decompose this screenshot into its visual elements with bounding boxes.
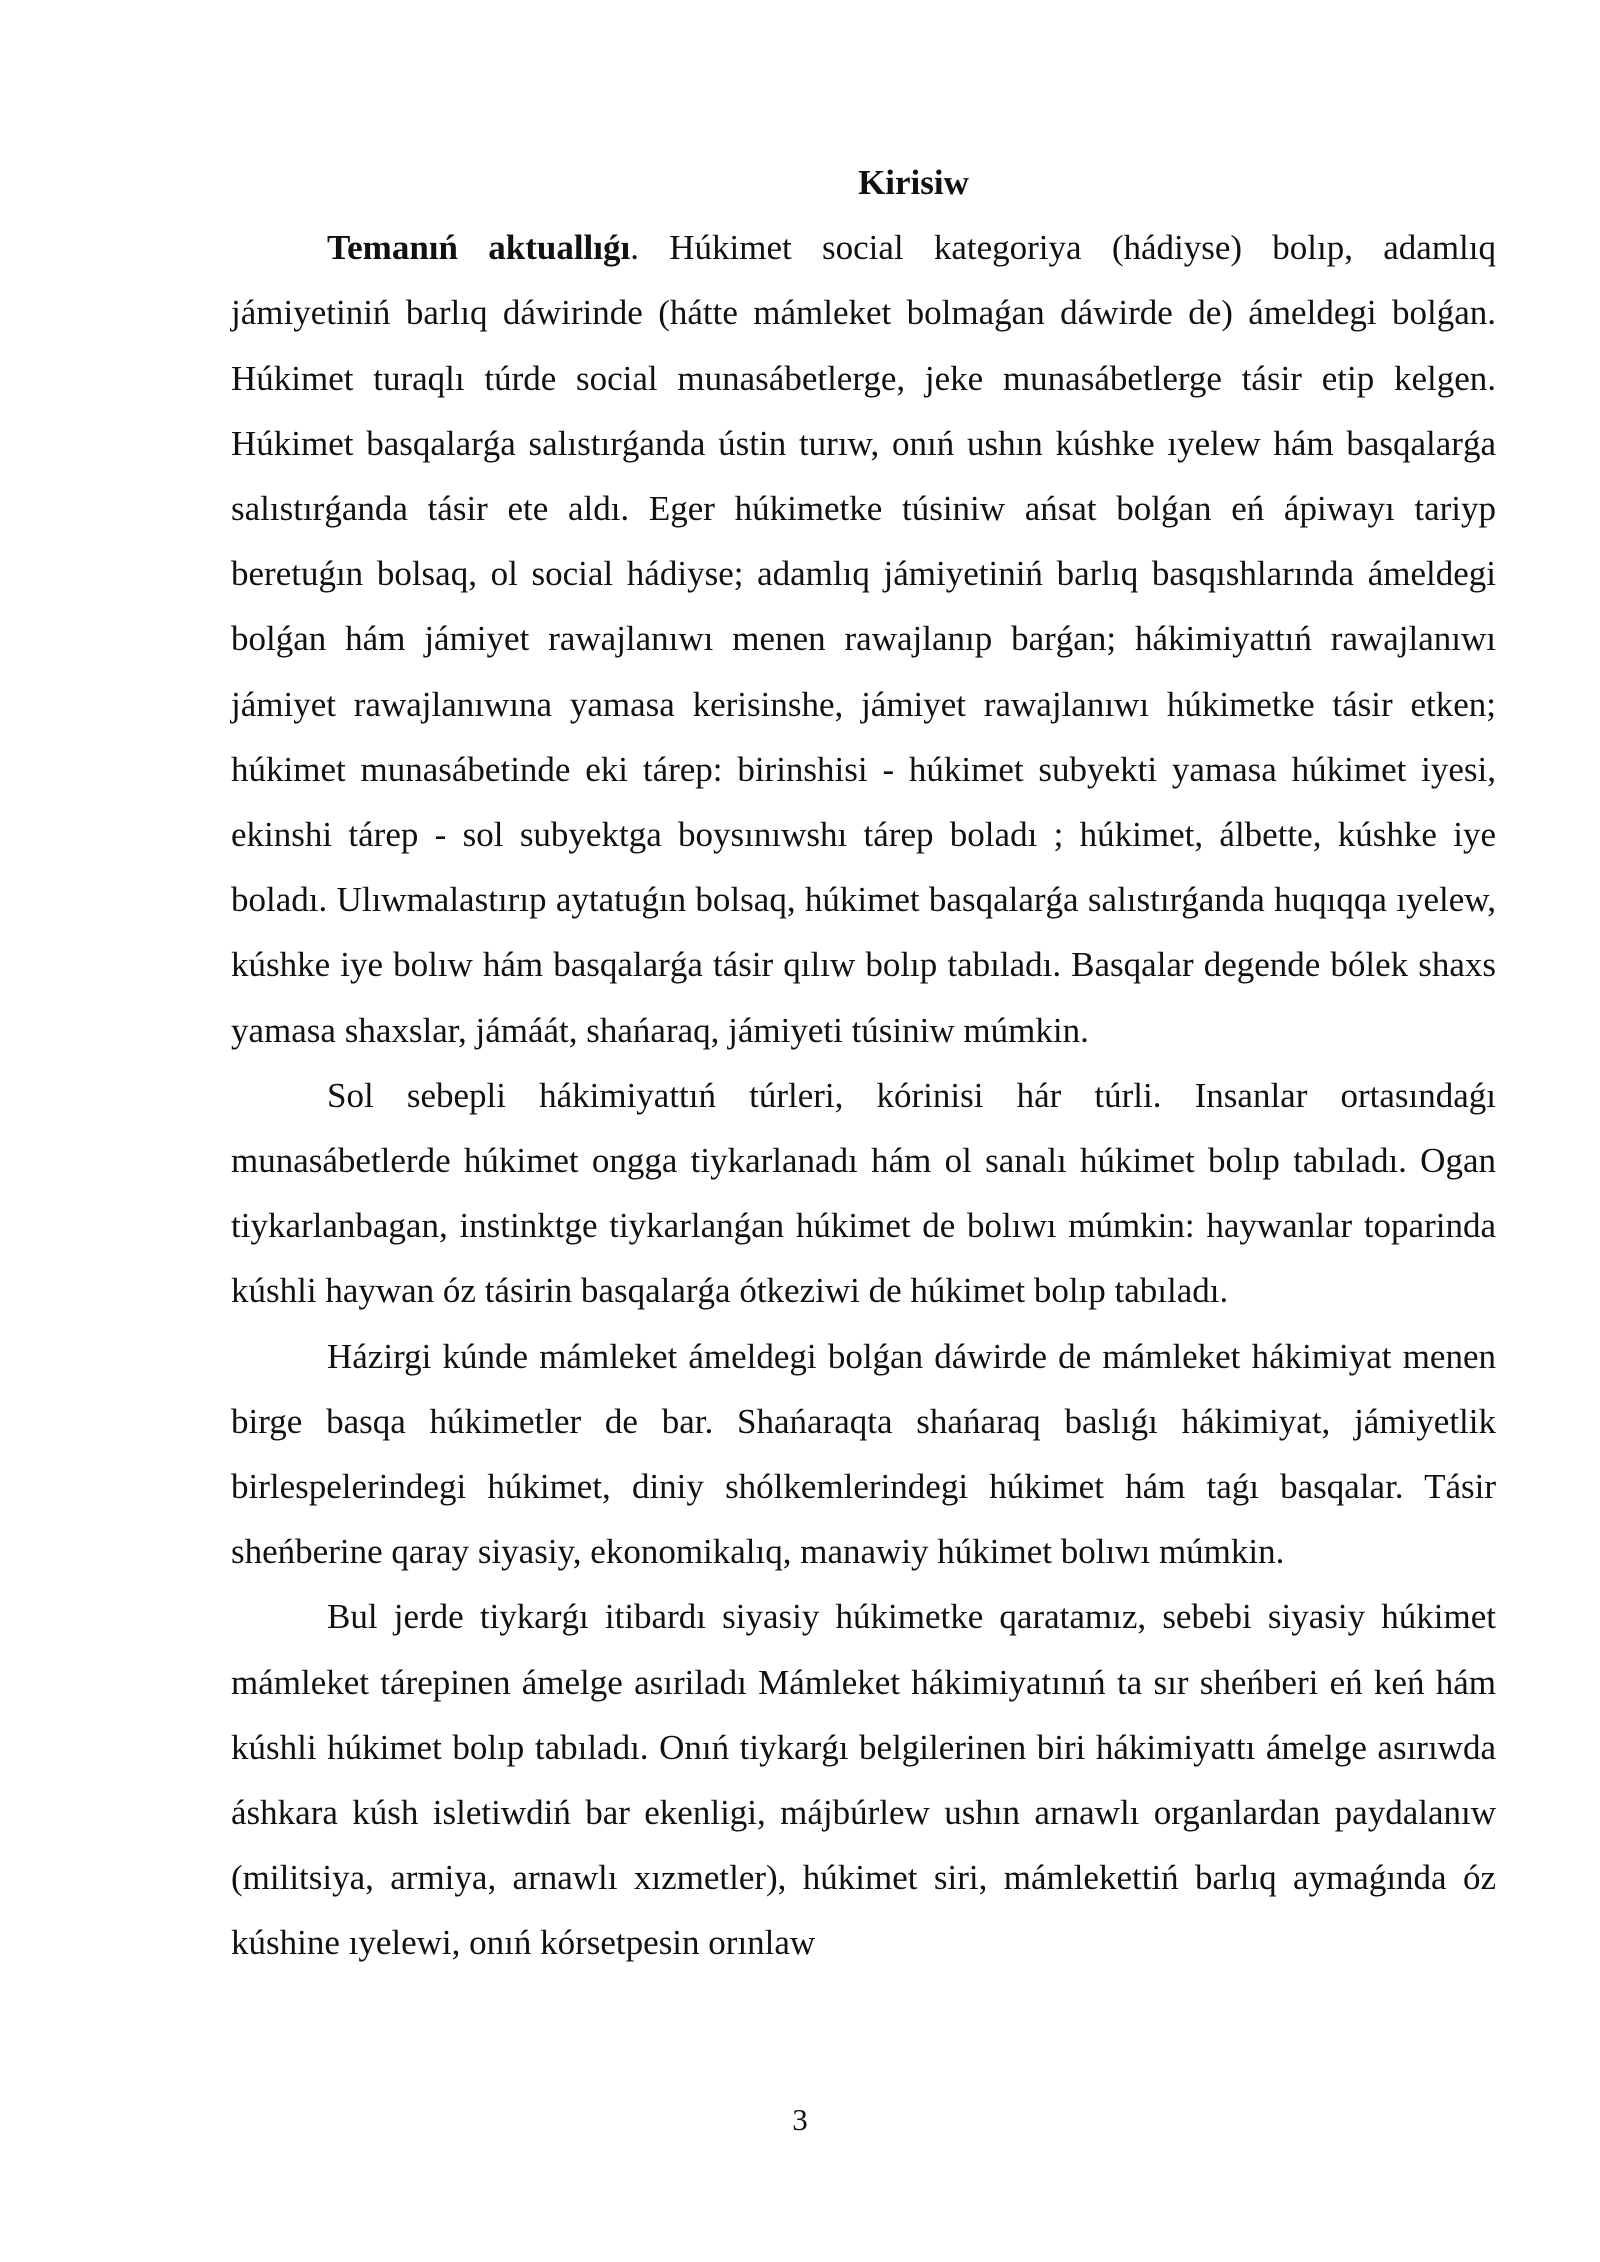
paragraph-actuality — [231, 215, 1496, 1063]
paragraph-modern-power: Házirgi kúnde mámleket ámeldegi bolǵan dáwirde de mámleket hákimiyat menen birge basqa húkimetler de bar. Shańaraqta shańaraq baslıǵı hákimiyat, jámiyetlik birlespelerindegi húkimet, diniy shólkemlerindegi húkimet hám taǵı basqalar. Tásir sheńberine qaray siyasiy, ekonomikalıq, manawiy húkimet bolıwı múmkin. — [231, 1336, 1496, 1572]
page-number: 3 — [792, 2102, 808, 2137]
paragraph-power-types: Sol sebepli hákimiyattıń túrleri, kórinisi hár túrli. Insanlar ortasındaǵı munasábetlerde húkimet ongga tiykarlanadı hám ol sanalı húkimet bolıp tabıladı. Ogan tiykarlanbagan, instinktge tiykarlanǵan húkimet de bolıwı múmkin: haywanlar toparinda kúshli haywan óz tásirin basqalarǵa ótkeziwi de húkimet bolıp tabıladı. — [231, 1075, 1496, 1311]
page-content — [231, 150, 1496, 1976]
page-title: Kirisiw — [858, 163, 969, 202]
paragraph-lead: Temanıń aktuallıǵı — [327, 228, 631, 268]
paragraph-text: . Húkimet social kategoriya (hádiyse) bolıp, adamlıq jámiyetiniń barlıq dáwirinde (hátte mámleket bolmaǵan dáwirde de) ámeldegi bolǵan. Húkimet turaqlı túrde social munasábetlerge, jeke munasábetlerge tásir etip kelgen. Húkimet basqalarǵa salıstırǵanda ústin turıw, onıń ushın kúshke ıyelew hám basqalarǵa salıstırǵanda tásir ete aldı. Eger húkimetke túsiniw ańsat bolǵan eń ápiwayı tariyp beretuǵın bolsaq, ol social hádiyse; adamlıq jámiyetiniń barlıq basqıshlarında ámeldegi bolǵan hám jámiyet rawajlanıwı menen rawajlanıp barǵan; hákimiyattıń rawajlanıwı jámiyet rawajlanıwına yamasa kerisinshe, jámiyet rawajlanıwı húkimetke tásir etken; húkimet munasábetinde eki tárep: birinshisi - húkimet subyekti yamasa húkimet iyesi, ekinshi tárep - sol subyektga boysınıwshı tárep boladı ; húkimet, álbette, kúshke iye boladı. Ulıwmalastırıp aytatuǵın bolsaq, húkimet basqalarǵa salıstırǵanda huqıqqa ıyelew, kúshke iye bolıw hám basqalarǵa tásir qılıw bolıp tabıladı. Basqalar degende bólek shaxs yamasa shaxslar, jámáát, shańaraq, jámiyeti túsiniw múmkin. — [231, 228, 1496, 1050]
paragraph-political-power: Bul jerde tiykarǵı itibardı siyasiy húkimetke qaratamız, sebebi siyasiy húkimet mámleket tárepinen ámelge asıriladı Mámleket hákimiyatınıń ta sır sheńberi eń keń hám kúshli húkimet bolıp tabıladı. Onıń tiykarǵı belgilerinen biri hákimiyattı ámelge asırıwda áshkara kúsh isletiwdiń bar ekenligi, májbúrlew ushın arnawlı organlardan paydalanıw (militsiya, armiya, arnawlı xızmetler), húkimet siri, mámlekettiń barlıq aymaǵında óz kúshine ıyelewi, onıń kórsetpesin orınlaw — [231, 1597, 1496, 1963]
